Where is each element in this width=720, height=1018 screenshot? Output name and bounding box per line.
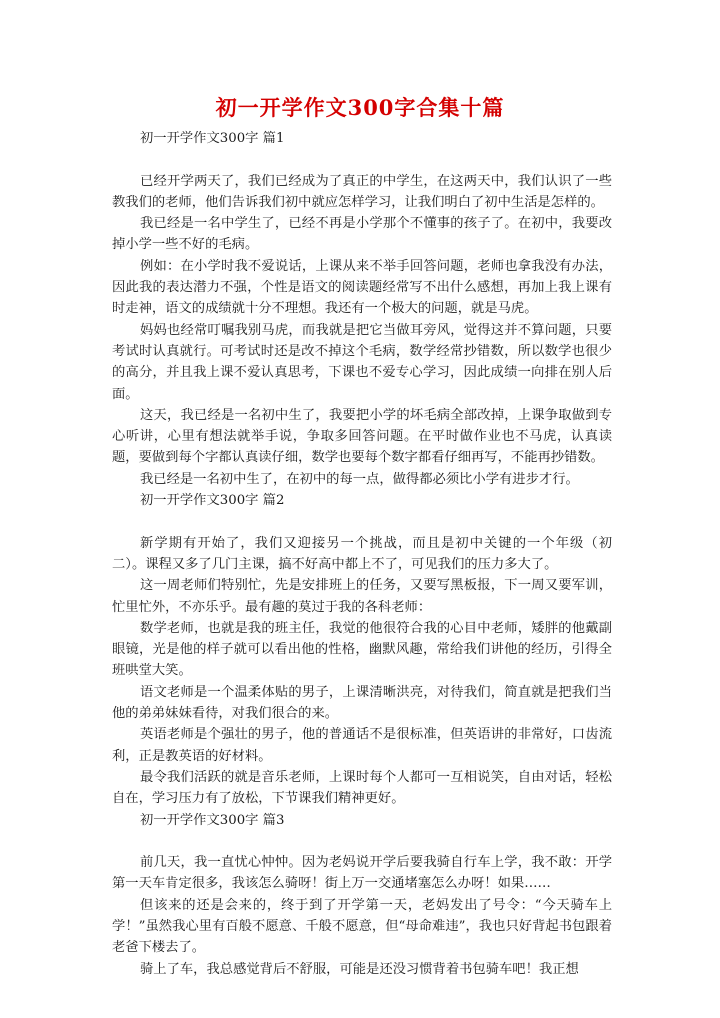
paragraph: 英语老师是个强壮的男子，他的普通话不是很标准，但英语讲的非常好，口齿流利，正是教英语的好材料。 xyxy=(112,727,612,764)
document-body xyxy=(112,128,612,980)
section-heading: 初一开学作文300字 篇2 xyxy=(140,493,285,509)
paragraph: 数学老师，也就是我的班主任，我觉的他很符合我的心目中老师，矮胖的他戴副眼镜，光是他的样子就可以看出他的性格，幽默风趣，常给我们讲他的经历，引得全班哄堂大笑。 xyxy=(112,620,612,679)
section-heading: 初一开学作文300字 篇3 xyxy=(140,812,285,828)
paragraph: 这一周老师们特别忙，先是安排班上的任务，又要写黑板报，下一周又要军训，忙里忙外，不亦乐乎。最有趣的莫过于我的各科老师： xyxy=(112,578,612,615)
section-heading: 初一开学作文300字 篇1 xyxy=(140,131,285,146)
paragraph: 前几天，我一直忧心忡忡。因为老妈说开学后要我骑自行车上学，我不敢：开学第一天车肯定很多，我该怎么骑呀！街上万一交通堵塞怎么办呀！如果…… xyxy=(112,855,612,892)
section-2 xyxy=(112,490,612,809)
paragraph: 这天，我已经是一名初中生了，我要把小学的坏毛病全部改掉，上课争取做到专心听讲，心里有想法就举手说，争取多回答问题。在平时做作业也不马虎，认真读题，要做到每个字都认真读仔细，数学也要每个数字都看仔细再写，不能再抄错数。 xyxy=(112,407,612,466)
paragraph: 我已经是一名初中生了，在初中的每一点，做得都必须比小学有进步才行。 xyxy=(140,471,579,487)
section-1 xyxy=(112,128,612,490)
paragraph: 新学期有开始了，我们又迎接另一个挑战，而且是初中关键的一个年级（初二）。课程又多了几门主课，搞不好高中都上不了，可见我们的压力多大了。 xyxy=(112,535,612,572)
section-3 xyxy=(112,810,612,980)
paragraph: 已经开学两天了，我们已经成为了真正的中学生，在这两天中，我们认识了一些教我们的老师，他们告诉我们初中就应怎样学习，让我们明白了初中生活是怎样的。 xyxy=(112,173,612,210)
document-title: 初一开学作文300字合集十篇 xyxy=(215,95,505,120)
paragraph: 最令我们活跃的就是音乐老师，上课时每个人都可一互相说笑，自由对话，轻松自在，学习压力有了放松，下节课我们精神更好。 xyxy=(112,769,612,807)
paragraph: 我已经是一名中学生了，已经不再是小学那个不懂事的孩子了。在初中，我要改掉小学一些不好的毛病。 xyxy=(112,216,612,253)
paragraph: 但该来的还是会来的，终于到了开学第一天，老妈发出了号令：“今天骑车上学！”虽然我心里有百般不愿意、千般不愿意，但“母命难违”，我也只好背起书包跟着老爸下楼去了。 xyxy=(112,897,612,956)
paragraph: 语文老师是一个温柔体贴的男子，上课清晰洪亮，对待我们，简直就是把我们当他的弟弟妹妹看待，对我们很合的来。 xyxy=(112,684,612,722)
paragraph: 妈妈也经常叮嘱我别马虎，而我就是把它当做耳旁风，觉得这并不算问题，只要考试时认真就行。可考试时还是改不掉这个毛病，数学经常抄错数，所以数学也很少的高分，并且我上课不爱认真思考，下课也不爱专心学习，因此成绩一向排在别人后面。 xyxy=(112,322,612,402)
paragraph: 例如：在小学时我不爱说话，上课从来不举手回答问题，老师也拿我没有办法，因此我的表达潜力不强，个性是语文的阅读题经常写不出什么感想，再加上我上课有时走神，语文的成绩就十分不理想。我还有一个极大的问题，就是马虎。 xyxy=(112,258,612,317)
paragraph: 骑上了车，我总感觉背后不舒服，可能是还没习惯背着书包骑车吧！我正想 xyxy=(140,961,579,977)
